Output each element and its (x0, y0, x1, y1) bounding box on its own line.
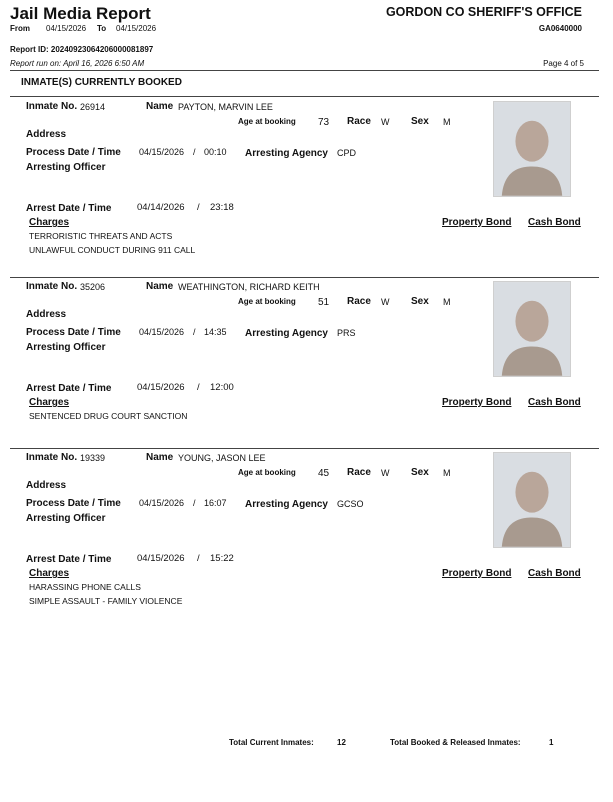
inmate-no-value: 26914 (80, 102, 106, 112)
age-label: Age at booking (238, 297, 296, 306)
race-label: Race (347, 467, 371, 478)
arrest-sep: / (197, 382, 200, 393)
arrest-sep: / (197, 202, 200, 213)
page-number: Page 4 of 5 (543, 59, 584, 68)
process-sep: / (193, 498, 196, 508)
name-value: YOUNG, JASON LEE (178, 453, 266, 463)
address-label: Address (26, 129, 67, 140)
process-date: 04/15/2026 (139, 147, 185, 157)
name-label: Name (146, 281, 174, 292)
arresting-officer-label: Arresting Officer (26, 342, 106, 353)
arrest-label: Arrest Date / Time (26, 203, 112, 214)
arrest-label: Arrest Date / Time (26, 383, 112, 394)
total-released-value: 1 (549, 738, 554, 747)
arrest-label: Arrest Date / Time (26, 554, 112, 565)
name-label: Name (146, 101, 174, 112)
arresting-agency-value: CPD (337, 148, 357, 158)
charges-label: Charges (29, 217, 70, 228)
process-sep: / (193, 147, 196, 157)
age-value: 51 (318, 297, 330, 308)
charge-item: SIMPLE ASSAULT - FAMILY VIOLENCE (29, 596, 183, 606)
from-label: From (10, 24, 30, 33)
section-title: INMATE(S) CURRENTLY BOOKED (21, 77, 182, 88)
arresting-agency-value: PRS (337, 328, 356, 338)
process-date: 04/15/2026 (139, 327, 185, 337)
arresting-agency-label: Arresting Agency (245, 499, 328, 510)
mugshot-photo (493, 281, 571, 377)
property-bond-label: Property Bond (442, 217, 512, 228)
arresting-officer-label: Arresting Officer (26, 513, 106, 524)
total-current-label: Total Current Inmates: (229, 738, 314, 747)
cash-bond-label: Cash Bond (528, 568, 581, 579)
cash-bond-label: Cash Bond (528, 217, 581, 228)
arrest-sep: / (197, 553, 200, 564)
arresting-agency-label: Arresting Agency (245, 148, 328, 159)
arresting-officer-label: Arresting Officer (26, 162, 106, 173)
race-value: W (381, 117, 390, 127)
report-run-on: Report run on: April 16, 2026 6:50 AM (10, 59, 145, 68)
address-label: Address (26, 480, 67, 491)
arrest-time: 23:18 (210, 202, 234, 213)
inmate-no-label: Inmate No. (26, 452, 78, 463)
arrest-time: 12:00 (210, 382, 234, 393)
inmate-no-label: Inmate No. (26, 101, 78, 112)
from-date: 04/15/2026 (46, 24, 87, 33)
person-silhouette-icon (494, 282, 570, 376)
process-label: Process Date / Time (26, 327, 121, 338)
process-date: 04/15/2026 (139, 498, 185, 508)
sex-label: Sex (411, 467, 429, 478)
header-divider (10, 70, 599, 71)
charge-item: SENTENCED DRUG COURT SANCTION (29, 411, 188, 421)
name-label: Name (146, 452, 174, 463)
sex-value: M (443, 117, 451, 127)
inmate-no-value: 19339 (80, 453, 106, 463)
to-date: 04/15/2026 (116, 24, 157, 33)
race-label: Race (347, 296, 371, 307)
property-bond-label: Property Bond (442, 397, 512, 408)
age-label: Age at booking (238, 117, 296, 126)
process-time: 00:10 (204, 147, 227, 157)
process-time: 16:07 (204, 498, 227, 508)
sex-label: Sex (411, 296, 429, 307)
inmate-no-value: 35206 (80, 282, 106, 292)
mugshot-photo (493, 452, 571, 548)
arrest-date: 04/15/2026 (137, 382, 185, 393)
age-value: 45 (318, 468, 330, 479)
arrest-date: 04/15/2026 (137, 553, 185, 564)
record-divider (10, 448, 599, 449)
agency-code: GA0640000 (538, 24, 582, 33)
process-sep: / (193, 327, 196, 337)
agency-name: GORDON CO SHERIFF'S OFFICE (385, 5, 582, 19)
charge-item: UNLAWFUL CONDUCT DURING 911 CALL (29, 245, 196, 255)
age-label: Age at booking (238, 468, 296, 477)
race-value: W (381, 468, 390, 478)
age-value: 73 (318, 117, 330, 128)
record-divider (10, 277, 599, 278)
process-time: 14:35 (204, 327, 227, 337)
address-label: Address (26, 309, 67, 320)
process-label: Process Date / Time (26, 498, 121, 509)
process-label: Process Date / Time (26, 147, 121, 158)
arrest-time: 15:22 (210, 553, 234, 564)
person-silhouette-icon (494, 102, 570, 196)
total-released-label: Total Booked & Released Inmates: (390, 738, 521, 747)
race-label: Race (347, 116, 371, 127)
name-value: WEATHINGTON, RICHARD KEITH (178, 282, 320, 292)
person-silhouette-icon (494, 453, 570, 547)
report-title: Jail Media Report (10, 4, 151, 23)
charge-item: TERRORISTIC THREATS AND ACTS (29, 231, 173, 241)
charges-label: Charges (29, 568, 70, 579)
inmate-no-label: Inmate No. (26, 281, 78, 292)
total-current-value: 12 (337, 738, 346, 747)
arresting-agency-label: Arresting Agency (245, 328, 328, 339)
property-bond-label: Property Bond (442, 568, 512, 579)
charges-label: Charges (29, 397, 70, 408)
arrest-date: 04/14/2026 (137, 202, 185, 213)
section-divider (10, 96, 599, 97)
arresting-agency-value: GCSO (337, 499, 364, 509)
report-id: Report ID: 20240923064206000081897 (10, 45, 154, 54)
race-value: W (381, 297, 390, 307)
cash-bond-label: Cash Bond (528, 397, 581, 408)
name-value: PAYTON, MARVIN LEE (178, 102, 273, 112)
sex-value: M (443, 297, 451, 307)
sex-label: Sex (411, 116, 429, 127)
sex-value: M (443, 468, 451, 478)
charge-item: HARASSING PHONE CALLS (29, 582, 141, 592)
to-label: To (97, 24, 107, 33)
mugshot-photo (493, 101, 571, 197)
